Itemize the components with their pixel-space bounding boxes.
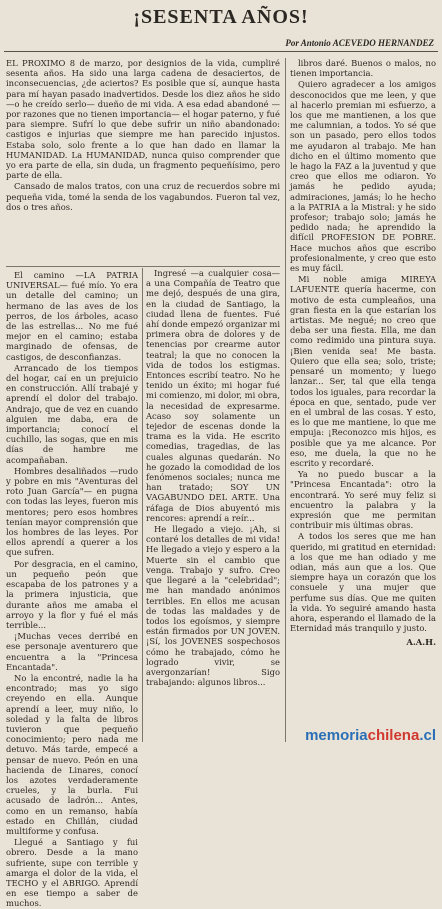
column-paragraph: Hombres desaliñados —rudo y pobre en mis "Aventuras del roto Juan García"— en pugna con todas las leyes, fueron mis mentores; pero esos hombres tenían mayor comprensión que los hombres de las leyes. Por ellos aprendí a querer a los que sufren. (6, 465, 138, 558)
watermark-suffix: .cl (419, 727, 436, 744)
column-paragraph: Ingresé —a cualquier cosa— a una Compañía de Teatro que me dejó, después de una gira, en la ciudad de Santiago, la ciudad llena de fuentes. Fué ahí donde empezó organizar mi primera obra de dolores y de tenencias por crearme autor teatral; la que no conocen la vida de todos los estigmas. Entonces escribí teatro. No he tenido un éxito; mi hogar fué mi comienzo, mi dolor, mi obra, la necesidad de expresarme. Acaso soy solamente un tejedor de escenas donde la trama es la vida. He escrito comedias, tragedias, de las cuales algunas quedarán. No he gozado la comodidad de los fenómenos sociales; nunca me han tratado; SOY UN VAGABUNDO DEL ARTE. Una ráfaga de Dios abuyentó mis rencores: aprendí a reír... (146, 268, 280, 523)
column-paragraph: No la encontré, nadie la ha encontrado; mas yo sigo creyendo en ella. Aunque aprendí a leer, muy niño, lo soledad y la falta de libros tuvieron que pequeño conocimiento; pero nada me detuvo. Más tarde, empecé a pensar de nuevo. Peón en una hacienda de Linares, conocí los azotes verdaderamente crueles, y la burla. Fui acusado de ladrón... Antes, como en un remanso, había estado en Chillán, ciudad multiforme y confusa. (6, 672, 138, 836)
column-paragraph: He llegado a viejo. ¡Ah, si contaré los detalles de mi vida! He llegado a viejo y espero a la Muerte sin el cambio que venga. Trabajo y sufro. Creo que llegaré a la "celebridad"; me han mandado anónimos terribles. En ellos me acusan de todas las maldades y de todos los egoísmos, y siempre están firmados por UN JOVEN. ¡Sí, los JOVENES sospechosos cómo he trabajado, cómo he logrado vivir, se avergonzarían! Sigo trabajando: algunos libros... (146, 524, 280, 688)
column-paragraph: A todos los seres que me han querido, mi gratitud en eternidad: a los que me han odiado y me odian, más aun que a los. Que siempre haya un corazón que los consuele y una mujer que perfume sus días. Que me quiten la vida. Yo seguiré amando hasta ahora, esperando el llamado de la Eternidad más tranquilo y justo. (290, 531, 436, 634)
author-signature: A.A.H. (406, 637, 436, 648)
column-paragraph: Arrancado de los tiempos del hogar, caí en un prejuicio en construcción. Allí trabajé y aprendí el dolor del trabajo. Andrajo, que de vez en cuando alguien me daba, era de importancia; conocí el cuchillo, las sogas, que en mis días de hambre me acompañaban. (6, 362, 138, 465)
article-title: ¡SESENTA AÑOS! (133, 6, 309, 28)
watermark-accent: chilena (367, 727, 420, 744)
watermark-prefix: memoria (305, 727, 368, 744)
article-column-left (6, 270, 138, 909)
column-divider (285, 58, 286, 742)
section-divider (6, 266, 280, 267)
column-paragraph: El camino —LA PATRIA UNIVERSAL— fué mío. Yo era un detalle del camino; un hermano de las aves de los perros, de los árboles, acaso de las estrellas... No me fué mejor en el camino; estaba marginado de ofensas, de castigos, de desconfianzas. (6, 270, 138, 362)
column-paragraph: ¡Muchas veces derribé en ese personaje aventurero que encuentra a la "Princesa Encantada". (6, 631, 138, 672)
article-column-middle (146, 268, 280, 740)
column-divider (142, 268, 143, 742)
lead-paragraph: Cansado de malos tratos, con una cruz de recuerdos sobre mi pequeña vida, tomé la senda de los vagabundos. Fueron tal vez, dos o tres años. (6, 181, 280, 212)
site-watermark (305, 727, 436, 744)
lead-paragraph: EL PROXIMO 8 de marzo, por designios de la vida, cumpliré sesenta años. Ha sido una larga cadena de desaciertos, de inconsecuencias, ¿de aciertos? Es posible que sí, aunque hasta para mí hayan pasado inadvertidos. Desde los diez años he sido —o he creído serlo— dueño de mi vida. A esa edad abandoné —por razones que no tienen importancia— el hogar paterno, y fué para siempre. Sufrí lo que debe sufrir un niño abandonado: castigos e injurias que siempre me han parecido injustos. Estaba solo, solo frente a lo que han dado en llamar la HUMANIDAD. La HUMANIDAD, nunca quiso comprender que yo era parte de ella, sin duda, un fragmento pequeñísimo, pero parte de ella. (6, 58, 280, 181)
column-paragraph: Ya no puedo buscar a la "Princesa Encantada": otro la encontrará. Yo seré muy feliz si encuentro la palabra y la expresión que me permitan contribuir mis últimas obras. (290, 469, 436, 531)
column-paragraph: libros daré. Buenos o malos, no tienen importancia. (290, 58, 436, 79)
column-paragraph: Por desgracia, en el camino, un pequeño peón que escapaba de los patrones y a la primera injusticia, que durante años me amaba el arroyo y la flor y fué el más terrible... (6, 558, 138, 630)
column-paragraph: Llegué a Santiago y fui obrero. Desde a la mano sufriente, supe con terrible y amarga el dolor de la vida, el TECHO y el ABRIGO. Aprendí en ese tiempo a saber de muchos. (6, 837, 138, 909)
article-column-right (290, 58, 436, 740)
header-rule (4, 51, 438, 52)
article-byline: Por Antonio ACEVEDO HERNANDEZ (285, 38, 434, 48)
article-lead (6, 58, 280, 266)
column-paragraph: Quiero agradecer a los amigos desconocidos que me leen, y que al hacerlo premian mi esfuerzo, a los que me mantienen, a los que me calumnian, a todos. Yo sé que son un pasado, pero ellos todos me ayudaron al trabajo. Me han dicho en el último momento que le hago la FAZ a la juventud y que creo que ellos me odiaron. Yo jamás he pedido ayuda; admiraciones, jamás; lo he hecho a la PATRIA a la Mistral: y he sido profesor; trabajo solo; jamás he pedido nada; he aprendido la difícil PROFESION DE POBRE. Hace muchos años que escribo profesionalmente, y creo que esto es muy fácil. (290, 79, 436, 274)
column-paragraph: Mi noble amiga MIREYA LAFUENTE quería hacerme, con motivo de esta cumpleaños, una gran fiesta en la que estarían los artistas. Me negué; no creo que deba ser una fiesta. Ella, me dan como redimido una pintura suya. ¡Bien venida sea! Me basta. Quiero que ella sea; solo, triste; pensaré un momento; y luego lanzar... Ser, tal que ella tenga todos los iguales, para recordar la época en que, sentado, pude ver en el umbral de las cosas. Y esto, es lo que me mantiene, lo que me empuja: ¡Reconozco mis hijos, es posible que ya me alcance. Por eso, me duela, la que no he escrito y recordaré. (290, 274, 436, 468)
